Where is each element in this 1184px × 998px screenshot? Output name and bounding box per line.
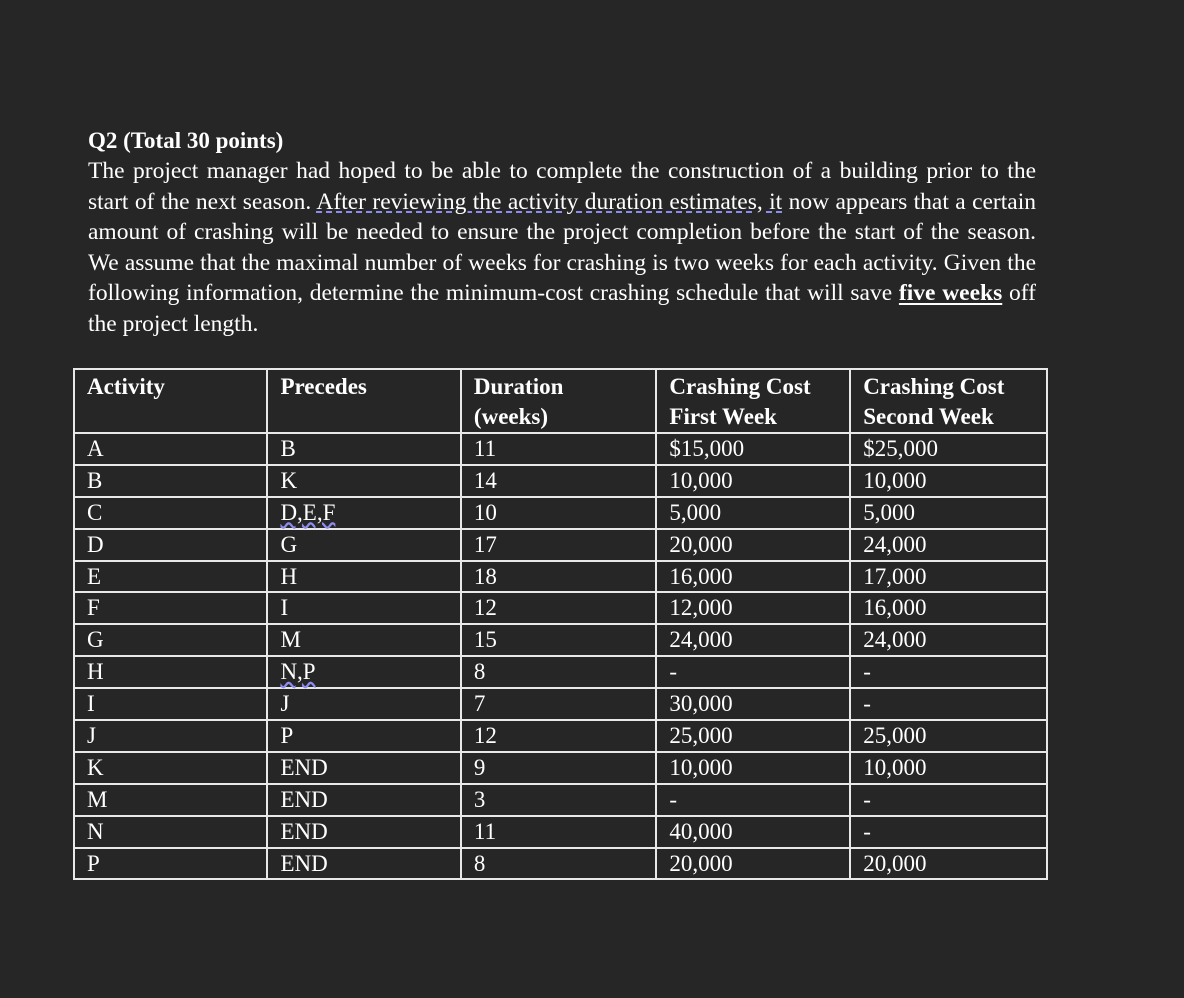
- cell-first: 16,000: [656, 561, 850, 593]
- cell-first: 12,000: [656, 592, 850, 624]
- cell-duration: 11: [461, 433, 656, 465]
- cell-second: -: [850, 784, 1047, 816]
- cell-duration: 14: [461, 465, 656, 497]
- question-text-part3: off the project length.: [88, 280, 1036, 337]
- table-row: [74, 752, 1047, 784]
- cell-first: 40,000: [656, 816, 850, 848]
- cell-activity: A: [74, 433, 267, 465]
- cell-first: 20,000: [656, 529, 850, 561]
- header-activity: Activity: [74, 369, 267, 433]
- cell-duration: 8: [461, 848, 656, 880]
- cell-precedes: H: [267, 561, 460, 593]
- cell-duration: 12: [461, 592, 656, 624]
- header-crash-second: Crashing Cost Second Week: [850, 369, 1047, 433]
- cell-second: 25,000: [850, 720, 1047, 752]
- header-precedes: Precedes: [267, 369, 460, 433]
- question-text: [88, 156, 1036, 340]
- table-row: [74, 592, 1047, 624]
- cell-second: 20,000: [850, 848, 1047, 880]
- cell-duration: 12: [461, 720, 656, 752]
- cell-second: 24,000: [850, 624, 1047, 656]
- cell-duration: 18: [461, 561, 656, 593]
- cell-second: 10,000: [850, 465, 1047, 497]
- cell-second: 5,000: [850, 497, 1047, 529]
- cell-first: 10,000: [656, 752, 850, 784]
- table-row: [74, 433, 1047, 465]
- table-row: [74, 720, 1047, 752]
- table-row: [74, 848, 1047, 880]
- table-row: [74, 784, 1047, 816]
- cell-precedes: END: [267, 752, 460, 784]
- question-block: [88, 126, 1036, 340]
- cell-precedes: M: [267, 624, 460, 656]
- table-row: [74, 688, 1047, 720]
- cell-duration: 9: [461, 752, 656, 784]
- question-text-part1: The project manager had hoped to be able to complete the construction of a building prior to the start of the next season.: [88, 158, 1036, 215]
- question-title: Q2 (Total 30 points): [88, 128, 284, 153]
- cell-activity: B: [74, 465, 267, 497]
- cell-first: 30,000: [656, 688, 850, 720]
- cell-activity: G: [74, 624, 267, 656]
- header-crash-first: Crashing Cost First Week: [656, 369, 850, 433]
- cell-precedes: I: [267, 592, 460, 624]
- cell-activity: N: [74, 816, 267, 848]
- table-row: [74, 656, 1047, 688]
- cell-first: 10,000: [656, 465, 850, 497]
- cell-first: -: [656, 784, 850, 816]
- cell-duration: 10: [461, 497, 656, 529]
- cell-precedes: K: [267, 465, 460, 497]
- question-text-bold: five weeks: [898, 280, 1003, 307]
- cell-first: 24,000: [656, 624, 850, 656]
- cell-activity: K: [74, 752, 267, 784]
- cell-duration: 8: [461, 656, 656, 688]
- header-duration: Duration (weeks): [461, 369, 656, 433]
- cell-precedes: END: [267, 816, 460, 848]
- question-text-part2: now appears that a certain amount of crashing will be needed to ensure the project completion before the start of the season. We assume that the maximal number of weeks for crashing is two weeks for each activity. Given the following information, determine the minimum-cost crashing schedule that will save: [88, 188, 1036, 307]
- cell-second: -: [850, 816, 1047, 848]
- table-row: [74, 561, 1047, 593]
- cell-second: -: [850, 688, 1047, 720]
- table-row: [74, 465, 1047, 497]
- cell-activity: F: [74, 592, 267, 624]
- cell-precedes: D,E,F: [267, 497, 460, 529]
- cell-duration: 15: [461, 624, 656, 656]
- cell-precedes: P: [267, 720, 460, 752]
- cell-first: $15,000: [656, 433, 850, 465]
- table-row: [74, 624, 1047, 656]
- cell-second: 16,000: [850, 592, 1047, 624]
- question-text-underlined: After reviewing the activity duration estimates, it: [316, 188, 783, 215]
- table-header-row: [74, 369, 1047, 433]
- cell-duration: 11: [461, 816, 656, 848]
- cell-second: $25,000: [850, 433, 1047, 465]
- cell-second: 10,000: [850, 752, 1047, 784]
- table-row: [74, 529, 1047, 561]
- cell-precedes: B: [267, 433, 460, 465]
- cell-second: 17,000: [850, 561, 1047, 593]
- cell-precedes: END: [267, 784, 460, 816]
- cell-first: 5,000: [656, 497, 850, 529]
- cell-activity: I: [74, 688, 267, 720]
- cell-activity: D: [74, 529, 267, 561]
- cell-precedes: J: [267, 688, 460, 720]
- cell-precedes: G: [267, 529, 460, 561]
- table-row: [74, 816, 1047, 848]
- cell-first: -: [656, 656, 850, 688]
- cell-precedes: END: [267, 848, 460, 880]
- cell-duration: 7: [461, 688, 656, 720]
- cell-first: 25,000: [656, 720, 850, 752]
- cell-activity: E: [74, 561, 267, 593]
- crashing-table: [73, 368, 1048, 880]
- cell-activity: P: [74, 848, 267, 880]
- table-body: [74, 433, 1047, 879]
- cell-activity: M: [74, 784, 267, 816]
- cell-duration: 17: [461, 529, 656, 561]
- cell-activity: J: [74, 720, 267, 752]
- cell-first: 20,000: [656, 848, 850, 880]
- cell-activity: H: [74, 656, 267, 688]
- table-row: [74, 497, 1047, 529]
- cell-precedes: N,P: [267, 656, 460, 688]
- cell-second: 24,000: [850, 529, 1047, 561]
- cell-activity: C: [74, 497, 267, 529]
- cell-second: -: [850, 656, 1047, 688]
- cell-duration: 3: [461, 784, 656, 816]
